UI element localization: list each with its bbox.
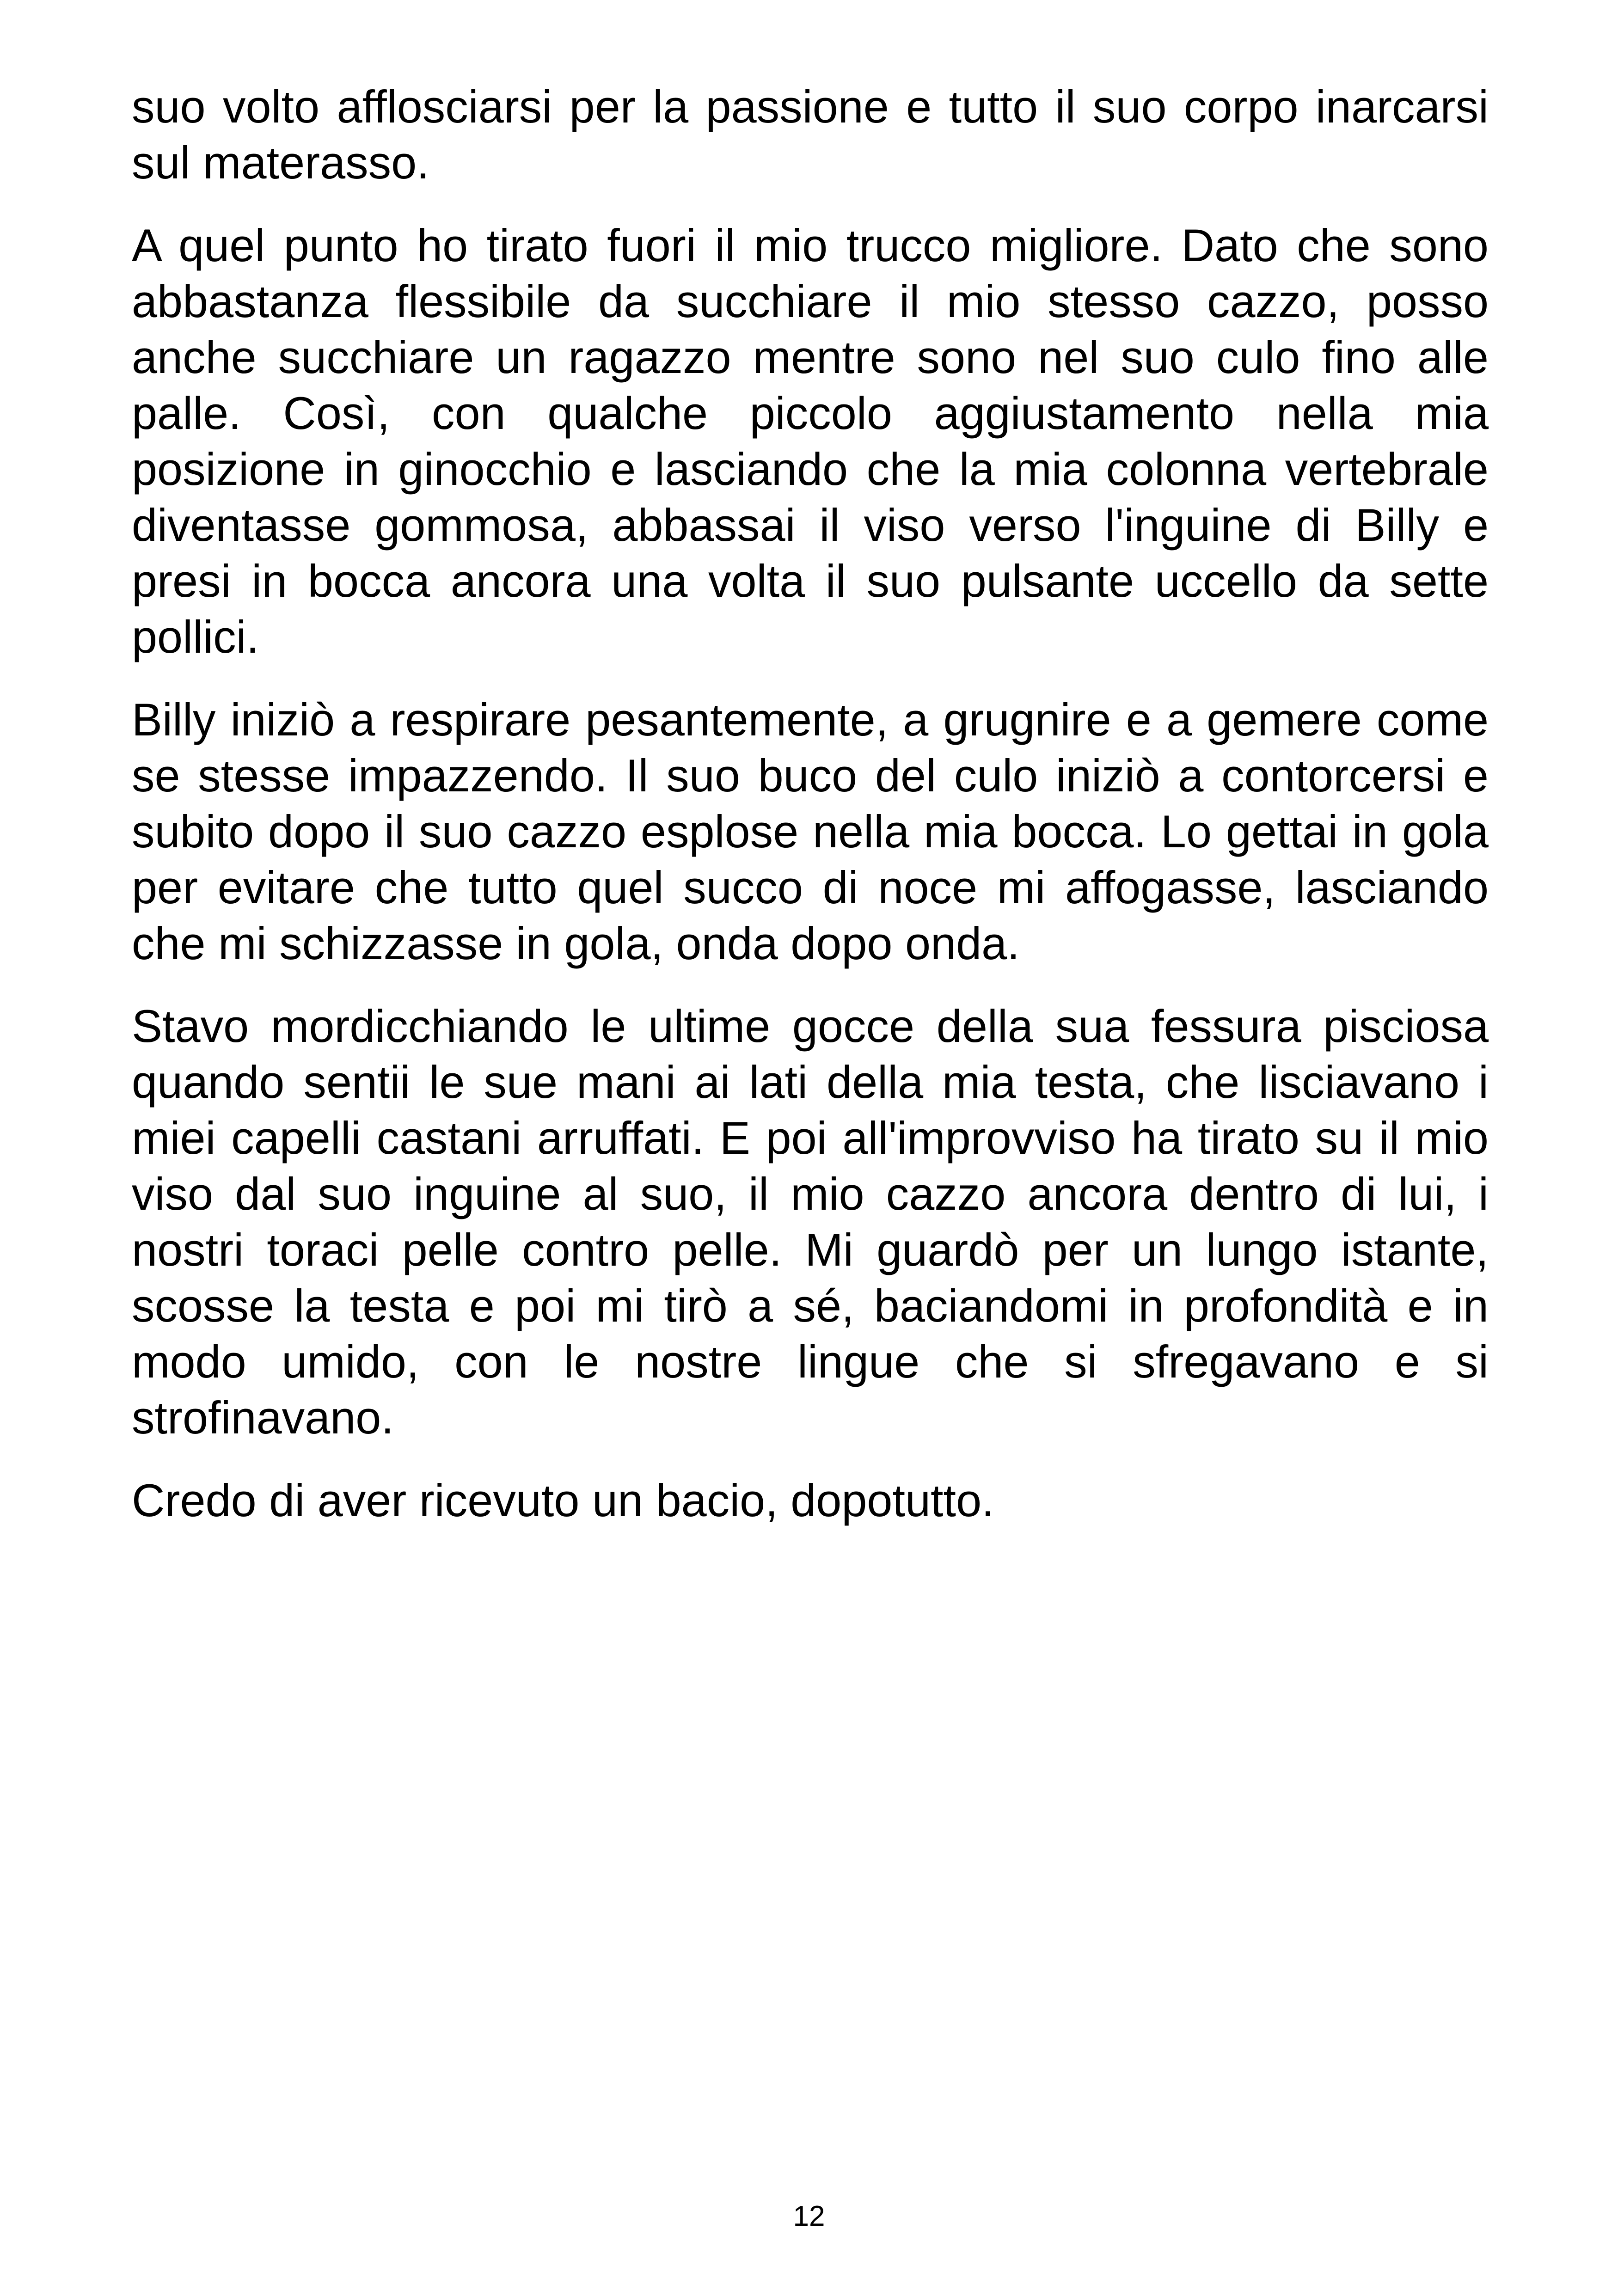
paragraph: Billy iniziò a respirare pesantemente, a grugnire e a gemere come se stesse impazzendo. Il suo buco del culo iniziò a contorcersi e subito dopo il suo cazzo esplose nella mia bocca. Lo gettai in gola per evitare che tutto quel succo di noce mi affogasse, lasciando che mi schizzasse in gola, onda dopo onda. [132, 694, 1489, 969]
page-body [132, 79, 1489, 1555]
paragraph: suo volto afflosciarsi per la passione e tutto il suo corpo inarcarsi sul materasso. [132, 81, 1489, 188]
page-number: 12 [793, 2200, 825, 2232]
paragraph: Credo di aver ricevuto un bacio, dopotutto. [132, 1475, 994, 1526]
paragraph: Stavo mordicchiando le ultime gocce della sua fessura pisciosa quando sentii le sue mani ai lati della mia testa, che lisciavano i miei capelli castani arruffati. E poi all'improvviso ha tirato su il mio viso dal suo inguine al suo, il mio cazzo ancora dentro di lui, i nostri toraci pelle contro pelle. Mi guardò per un lungo istante, scosse la testa e poi mi tirò a sé, baciandomi in profondità e in modo umido, con le nostre lingue che si sfregavano e si strofinavano. [132, 1000, 1489, 1443]
paragraph: A quel punto ho tirato fuori il mio trucco migliore. Dato che sono abbastanza flessibile da succhiare il mio stesso cazzo, posso anche succhiare un ragazzo mentre sono nel suo culo fino alle palle. Così, con qualche piccolo aggiustamento nella mia posizione in ginocchio e lasciando che la mia colonna vertebrale diventasse gommosa, abbassai il viso verso l'inguine di Billy e presi in bocca ancora una volta il suo pulsante uccello da sette pollici. [132, 220, 1489, 662]
